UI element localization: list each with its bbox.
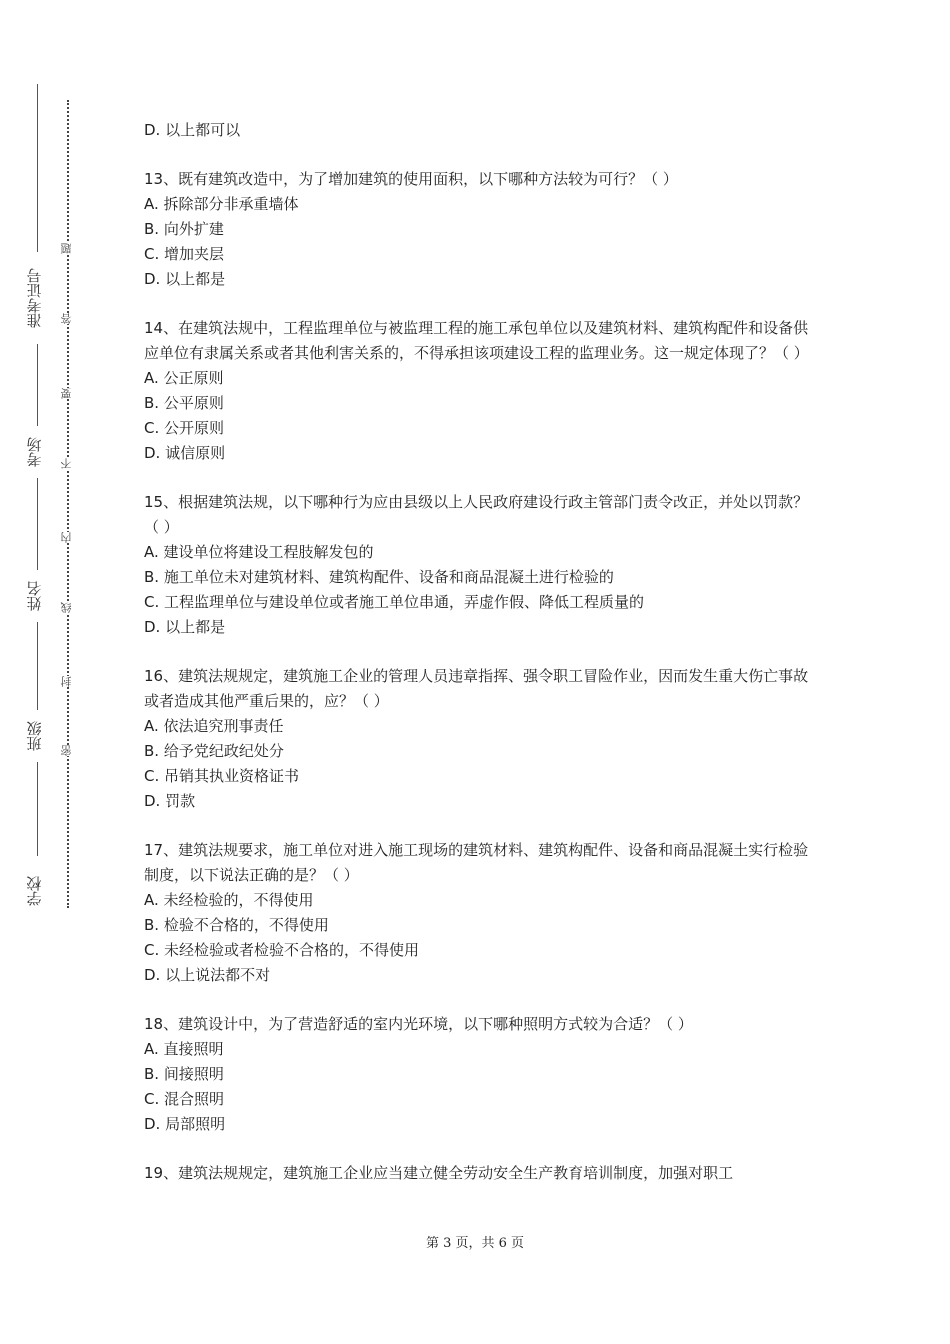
question-content	[144, 118, 814, 1186]
option-c: C. 混合照明	[144, 1090, 225, 1108]
option-c: C. 公开原则	[144, 419, 225, 437]
option-d: D. 以上都是	[144, 618, 226, 636]
option-a: A. 直接照明	[144, 1040, 224, 1058]
option-b: B. 给予党纪政纪处分	[144, 742, 284, 760]
option-c: C. 增加夹层	[144, 245, 225, 263]
seal-char: 答	[59, 313, 77, 324]
question-13	[144, 167, 814, 292]
name-label: 姓名	[25, 581, 44, 611]
option-b: B. 施工单位未对建筑材料、建筑构配件、设备和商品混凝土进行检验的	[144, 568, 614, 586]
seal-char: 线	[59, 602, 77, 613]
option-d: D. 罚款	[144, 792, 196, 810]
question-19	[144, 1161, 814, 1186]
question-15	[144, 490, 814, 640]
margin-line	[37, 622, 38, 710]
question-17	[144, 838, 814, 988]
seal-char: 题	[59, 243, 77, 254]
option-a: A. 未经检验的，不得使用	[144, 891, 314, 909]
option-b: B. 间接照明	[144, 1065, 224, 1083]
question-stem: 17、建筑法规要求，施工单位对进入施工现场的建筑材料、建筑构配件、设备和商品混凝土实行检验制度，以下说法正确的是？（ ）	[144, 841, 809, 884]
seal-char: 密	[59, 745, 77, 756]
question-stem: 18、建筑设计中，为了营造舒适的室内光环境，以下哪种照明方式较为合适？（ ）	[144, 1015, 693, 1033]
seal-char: 不	[59, 458, 77, 469]
seal-char: 内	[59, 532, 77, 543]
option-b: B. 向外扩建	[144, 220, 224, 238]
option-d: D. 局部照明	[144, 1115, 226, 1133]
question-stem: 14、在建筑法规中，工程监理单位与被监理工程的施工承包单位以及建筑材料、建筑构配件和设备供应单位有隶属关系或者其他利害关系的，不得承担该项建设工程的监理业务。这一规定体现了？（ ）	[144, 319, 809, 362]
margin-line	[37, 478, 38, 570]
seal-char: 封	[59, 676, 77, 687]
margin-line	[37, 344, 38, 426]
option-b: B. 检验不合格的，不得使用	[144, 916, 329, 934]
question-14	[144, 316, 814, 466]
question-stem: 16、建筑法规规定，建筑施工企业的管理人员违章指挥、强令职工冒险作业，因而发生重大伤亡事故或者造成其他严重后果的，应？（ ）	[144, 667, 809, 710]
option-a: A. 依法追究刑事责任	[144, 717, 284, 735]
page-number: 第 3 页，共 6 页	[425, 1236, 525, 1251]
exam-room-label: 考场	[25, 437, 44, 467]
option-d: D. 以上说法都不对	[144, 966, 271, 984]
option-c: C. 工程监理单位与建设单位或者施工单位串通，弄虚作假、降低工程质量的	[144, 593, 645, 611]
option-a: A. 拆除部分非承重墙体	[144, 195, 299, 213]
option-c: C. 未经检验或者检验不合格的，不得使用	[144, 941, 420, 959]
question-stem: 15、根据建筑法规，以下哪种行为应由县级以上人民政府建设行政主管部门责令改正，并处以罚款？（ ）	[144, 493, 809, 536]
class-label: 班级	[25, 721, 44, 751]
exam-number-label: 准考证号	[25, 268, 44, 328]
question-16	[144, 664, 814, 814]
question-stem: 13、既有建筑改造中，为了增加建筑的使用面积，以下哪种方法较为可行？（ ）	[144, 170, 678, 188]
option-b: B. 公平原则	[144, 394, 224, 412]
seal-dotted-line	[67, 100, 69, 908]
margin-line	[37, 762, 38, 856]
seal-char: 要	[59, 388, 77, 399]
option-a: A. 公正原则	[144, 369, 224, 387]
school-label: 学校	[25, 876, 44, 906]
option-a: A. 建设单位将建设工程肢解发包的	[144, 543, 374, 561]
margin-line	[37, 84, 38, 252]
option-d: D. 诚信原则	[144, 444, 226, 462]
previous-option: D. 以上都可以	[144, 121, 241, 139]
option-d: D. 以上都是	[144, 270, 226, 288]
question-stem: 19、建筑法规规定，建筑施工企业应当建立健全劳动安全生产教育培训制度，加强对职工	[144, 1164, 734, 1182]
option-c: C. 吊销其执业资格证书	[144, 767, 300, 785]
question-18	[144, 1012, 814, 1137]
